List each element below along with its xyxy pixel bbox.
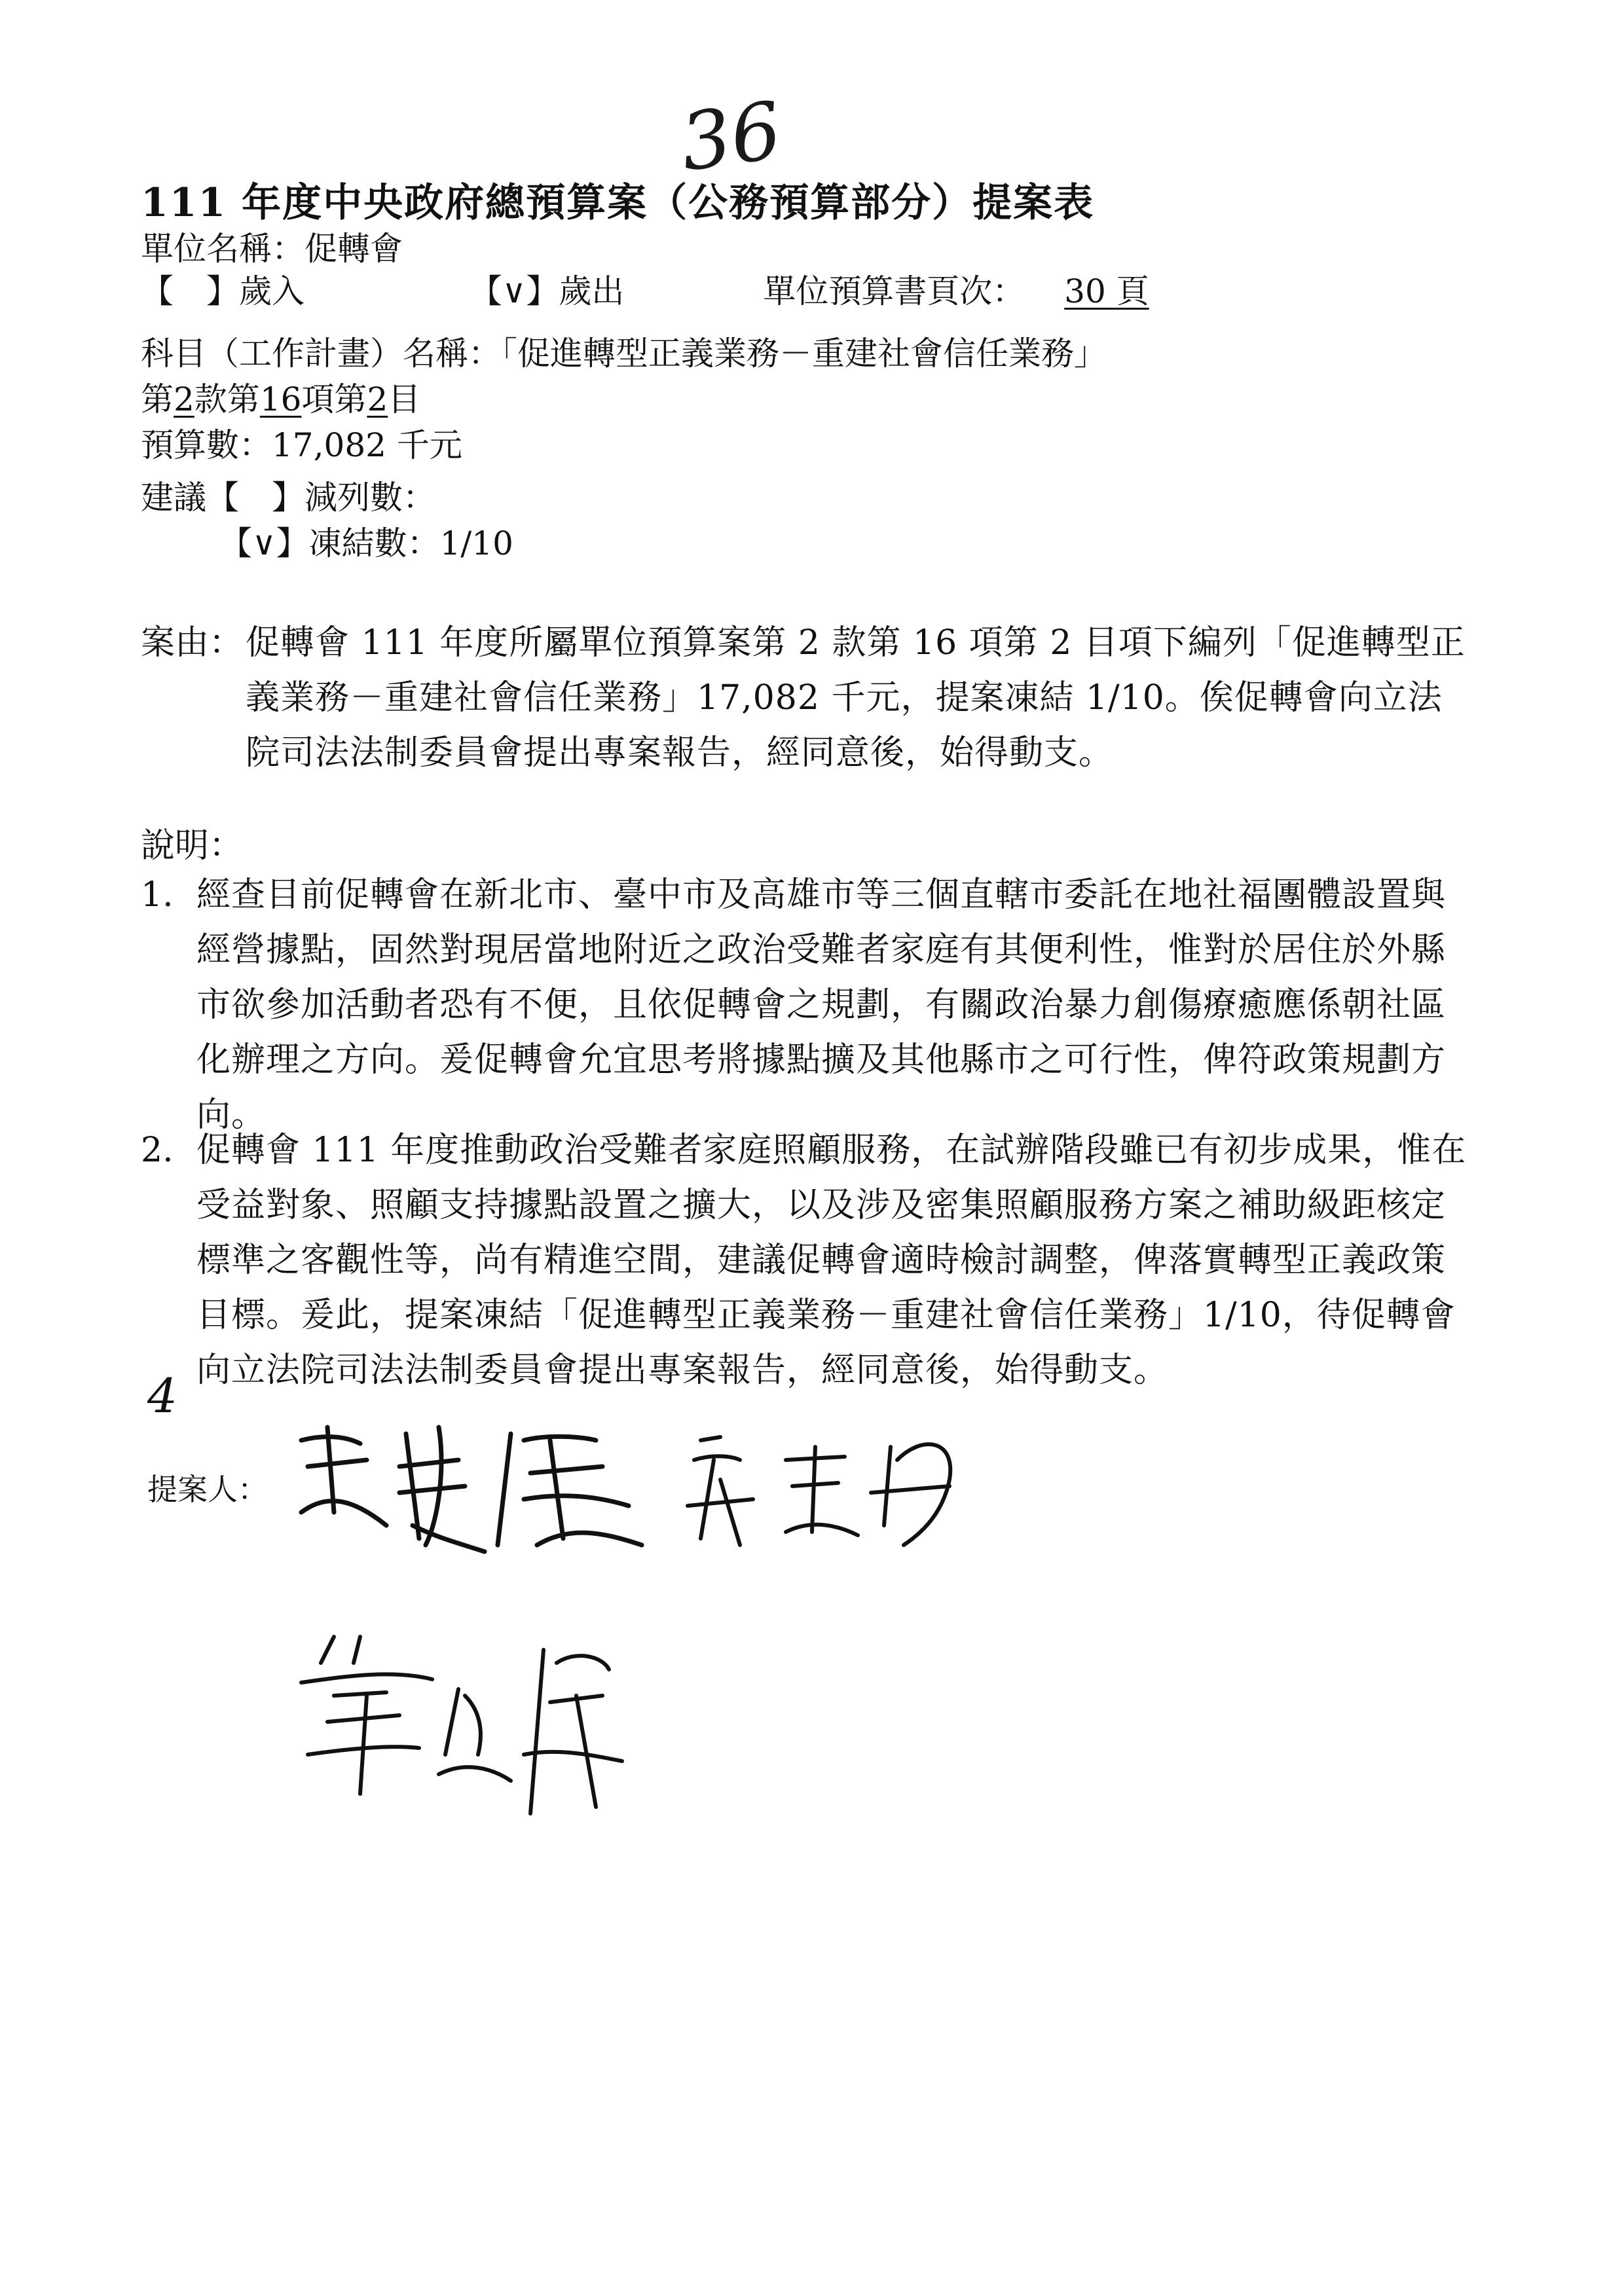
explanation-item-number-1: 1. <box>141 875 174 915</box>
revenue-checkbox: 【 】 <box>141 272 239 310</box>
unit-row <box>141 229 403 268</box>
subject-value: 「促進轉型正義業務－重建社會信任業務」 <box>501 335 1107 373</box>
explanation-item-number-2: 2. <box>141 1131 174 1170</box>
explanation-item-text-1: 經查目前促轉會在新北市、臺中市及高雄市等三個直轄市委託在地社福團體設置與經營據點，固然對現居當地附近之政治受難者家庭有其便利性，惟對於居住於外縣市欲參加活動者恐有不便，且依促轉會之規劃，有關政治暴力創傷療癒應係朝社區化辦理之方向。爰促轉會允宜思考將據點擴及其他縣市之可行性，俾符政策規劃方向。 <box>196 875 1447 1135</box>
item-xiang: 16 <box>259 380 302 418</box>
explanation-label: 說明： <box>141 826 244 866</box>
cut-label: 減列數： <box>304 479 435 517</box>
page-number-label: 單位預算書頁次： <box>763 272 1025 310</box>
page-number-value: 30 頁 <box>1064 272 1149 310</box>
explanation-item-text-2: 促轉會 111 年度推動政治受難者家庭照顧服務，在試辦階段雖已有初步成果，惟在受益對象、照顧支持據點設置之擴大，以及涉及密集照顧服務方案之補助級距核定標準之客觀性等，尚有精進空間，建議促轉會適時檢討調整，俾落實轉型正義政策目標。爰此，提案凍結「促進轉型正義業務－重建社會信任業務」1/10，待促轉會向立法院司法法制委員會提出專案報告，經同意後，始得動支。 <box>196 1131 1467 1390</box>
cut-checkbox: 【 】 <box>206 479 304 517</box>
expense-checkbox: 【∨】 <box>469 272 559 310</box>
subject-row <box>141 334 1107 373</box>
freeze-row <box>219 524 513 563</box>
form-title: 111 年度中央政府總預算案（公務預算部分）提案表 <box>141 180 1095 226</box>
reason-label: 案由： <box>141 623 244 663</box>
subject-label: 科目（工作計畫）名稱： <box>141 335 501 373</box>
budget-row <box>141 426 462 465</box>
proposer-label: 提案人： <box>147 1472 268 1507</box>
freeze-checkbox: 【∨】 <box>219 524 309 562</box>
freeze-value: 1/10 <box>439 524 513 562</box>
item-text-4: 目 <box>388 380 421 418</box>
item-kuan: 2 <box>174 380 194 418</box>
suggestion-label: 建議 <box>141 479 206 517</box>
budget-value: 17,082 千元 <box>272 426 462 464</box>
reason-text: 促轉會 111 年度所屬單位預算案第 2 款第 16 項第 2 目項下編列「促進轉型正義業務－重建社會信任業務」17,082 千元，提案凍結 1/10。俟促轉會向立法院司法法制委員會提出專案報告，經同意後，始得動支。 <box>246 623 1466 773</box>
revenue-label: 歲入 <box>239 272 304 310</box>
handwritten-margin-mark: 4 <box>147 1368 177 1423</box>
item-text-1: 第 <box>141 380 174 418</box>
unit-value: 促轉會 <box>304 230 403 268</box>
item-row <box>141 380 420 419</box>
handwritten-page-number: 36 <box>675 85 787 189</box>
item-text-3: 項第 <box>301 380 367 418</box>
signature-2 <box>674 1421 976 1558</box>
freeze-label: 凍結數： <box>308 524 440 562</box>
signature-1 <box>288 1414 655 1565</box>
type-row <box>141 272 1189 311</box>
signature-3 <box>295 1624 635 1820</box>
item-text-2: 款第 <box>194 380 260 418</box>
expense-label: 歲出 <box>559 272 625 310</box>
budget-label: 預算數： <box>141 426 272 464</box>
item-mu: 2 <box>367 380 388 418</box>
unit-label: 單位名稱： <box>141 230 304 268</box>
suggestion-row <box>141 478 435 517</box>
